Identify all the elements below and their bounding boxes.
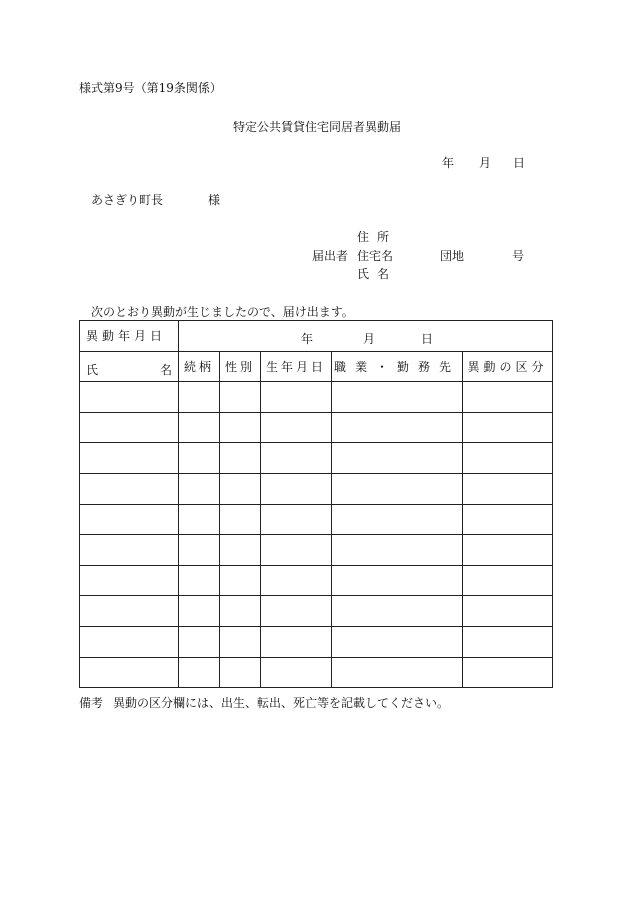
name-cell[interactable] [80, 535, 179, 566]
gender-cell[interactable] [220, 504, 261, 535]
relationship-header: 続柄 [179, 351, 220, 382]
occupation-cell[interactable] [332, 504, 463, 535]
birthdate-cell[interactable] [261, 504, 332, 535]
name-cell[interactable] [80, 657, 179, 688]
relationship-cell[interactable] [179, 657, 220, 688]
table-header-row [80, 351, 553, 382]
name-header [80, 351, 179, 382]
name-cell[interactable] [80, 443, 179, 474]
birthdate-header: 生年月日 [261, 351, 332, 382]
name-cell[interactable] [80, 504, 179, 535]
table-row [80, 596, 553, 627]
name-cell[interactable] [80, 565, 179, 596]
gender-cell[interactable] [220, 535, 261, 566]
relationship-cell[interactable] [179, 443, 220, 474]
relationship-cell[interactable] [179, 626, 220, 657]
name-cell[interactable] [80, 412, 179, 443]
table-row [80, 535, 553, 566]
occupation-cell[interactable] [332, 382, 463, 413]
change-type-cell[interactable] [463, 657, 553, 688]
birthdate-cell[interactable] [261, 657, 332, 688]
change-date-year-label: 年 [301, 332, 314, 346]
birthdate-cell[interactable] [261, 443, 332, 474]
change-date-label: 異動年月日 [80, 321, 179, 352]
table-row [80, 657, 553, 688]
table-row [80, 473, 553, 504]
relationship-cell[interactable] [179, 382, 220, 413]
occupation-cell[interactable] [332, 443, 463, 474]
table-row [80, 565, 553, 596]
relationship-cell[interactable] [179, 596, 220, 627]
change-type-cell[interactable] [463, 473, 553, 504]
applicant-address-label: 住所 [357, 230, 398, 244]
name-cell[interactable] [80, 596, 179, 627]
intro-text: 次のとおり異動が生じましたので、届け出ます。 [91, 305, 354, 319]
change-type-cell[interactable] [463, 382, 553, 413]
form-title: 特定公共賃貸住宅同居者異動届 [232, 120, 401, 134]
occupation-cell[interactable] [332, 626, 463, 657]
gender-cell[interactable] [220, 596, 261, 627]
relationship-cell[interactable] [179, 504, 220, 535]
occupation-cell[interactable] [332, 535, 463, 566]
change-date-row [80, 321, 553, 352]
name-header-given: 名 [159, 362, 172, 377]
change-date-day-label: 日 [421, 332, 434, 346]
gender-cell[interactable] [220, 626, 261, 657]
table-row [80, 626, 553, 657]
change-date-field[interactable] [179, 321, 553, 352]
cohabitant-change-table [79, 320, 553, 688]
occupation-cell[interactable] [332, 596, 463, 627]
change-type-header: 異動の区分 [463, 351, 553, 382]
table-row [80, 382, 553, 413]
change-type-cell[interactable] [463, 596, 553, 627]
birthdate-cell[interactable] [261, 473, 332, 504]
remarks-label: 備考 [79, 696, 104, 710]
submission-date-year-label: 年 [442, 156, 455, 170]
gender-cell[interactable] [220, 473, 261, 504]
birthdate-cell[interactable] [261, 412, 332, 443]
remarks [79, 697, 449, 709]
birthdate-cell[interactable] [261, 535, 332, 566]
change-date-month-label: 月 [363, 332, 376, 346]
birthdate-cell[interactable] [261, 382, 332, 413]
name-cell[interactable] [80, 382, 179, 413]
occupation-cell[interactable] [332, 412, 463, 443]
change-type-cell[interactable] [463, 443, 553, 474]
occupation-cell[interactable] [332, 657, 463, 688]
table-row [80, 504, 553, 535]
applicant-role-label: 届出者 [312, 249, 349, 263]
occupation-cell[interactable] [332, 473, 463, 504]
birthdate-cell[interactable] [261, 626, 332, 657]
submission-date-day-label: 日 [513, 156, 526, 170]
applicant-number-label: 号 [512, 249, 525, 263]
occupation-header: 職業・勤務先 [332, 351, 463, 382]
occupation-cell[interactable] [332, 565, 463, 596]
applicant-danchi-label: 団地 [440, 249, 465, 263]
change-type-cell[interactable] [463, 504, 553, 535]
name-cell[interactable] [80, 473, 179, 504]
gender-cell[interactable] [220, 657, 261, 688]
name-cell[interactable] [80, 626, 179, 657]
relationship-cell[interactable] [179, 473, 220, 504]
addressee-honorific: 様 [208, 193, 221, 207]
birthdate-cell[interactable] [261, 565, 332, 596]
applicant-name-label: 氏名 [357, 267, 398, 281]
table-row [80, 443, 553, 474]
name-header-family: 氏 [86, 362, 99, 377]
gender-cell[interactable] [220, 382, 261, 413]
remarks-text: 異動の区分欄には、出生、転出、死亡等を記載してください。 [113, 696, 450, 710]
table-row [80, 412, 553, 443]
relationship-cell[interactable] [179, 565, 220, 596]
form-number: 様式第9号（第19条関係） [79, 81, 222, 95]
relationship-cell[interactable] [179, 412, 220, 443]
gender-header: 性別 [220, 351, 261, 382]
submission-date-month-label: 月 [479, 156, 492, 170]
change-type-cell[interactable] [463, 412, 553, 443]
change-type-cell[interactable] [463, 565, 553, 596]
gender-cell[interactable] [220, 565, 261, 596]
gender-cell[interactable] [220, 443, 261, 474]
birthdate-cell[interactable] [261, 596, 332, 627]
applicant-housing-label: 住宅名 [357, 249, 394, 263]
addressee: あさぎり町長 [91, 193, 164, 207]
change-type-cell[interactable] [463, 626, 553, 657]
change-type-cell[interactable] [463, 535, 553, 566]
gender-cell[interactable] [220, 412, 261, 443]
relationship-cell[interactable] [179, 535, 220, 566]
